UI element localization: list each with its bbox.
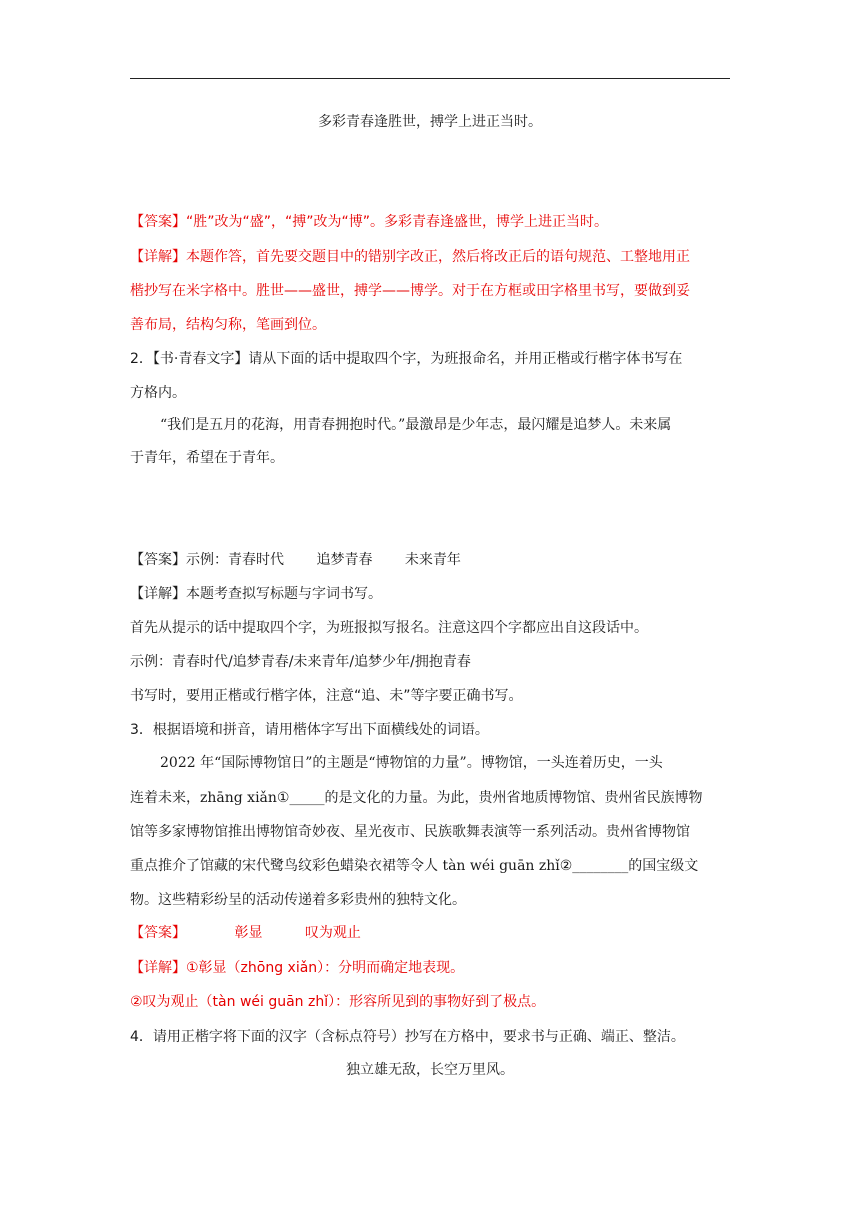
q2-answer xyxy=(130,550,730,570)
q3-passage-line: 物。这些精彩纷呈的活动传递着多彩贵州的独特文化。 xyxy=(130,892,466,908)
q3-passage-line: 2022 年“国际博物馆日”的主题是“博物馆的力量”。博物馆，一头连着历史，一头 xyxy=(160,755,663,771)
q3-answer-label: 【答案】 xyxy=(130,925,186,941)
q2-answer-label: 【答案】示例：青春时代 xyxy=(130,552,284,568)
q3-answer xyxy=(130,923,730,943)
q2-detail-line: 【详解】本题考查拟写标题与字词书写。 xyxy=(130,586,382,602)
q1-detail-line: 善布局，结构匀称，笔画到位。 xyxy=(130,317,326,333)
q2-answer-item: 未来青年 xyxy=(404,552,461,568)
q2-question-line: 方格内。 xyxy=(130,385,186,401)
q2-quote-line: 于青年，希望在于青年。 xyxy=(130,450,284,466)
q3-passage-line: 重点推介了馆藏的宋代鹭鸟纹彩色蜡染衣裙等令人 tàn wéi guān zhǐ②________的国宝级文 xyxy=(130,858,699,874)
q2-detail-line: 书写时，要用正楷或行楷字体，注意“追、未”等字要正确书写。 xyxy=(130,688,523,704)
q3-passage-line: 馆等多家博物馆推出博物馆奇妙夜、星光夜市、民族歌舞表演等一系列活动。贵州省博物馆 xyxy=(130,824,690,840)
q2-question-line: 2．【书·青春文字】请从下面的话中提取四个字，为班报命名，并用正楷或行楷字体书写在 xyxy=(130,351,683,367)
q3-detail-line: ②叹为观止（tàn wéi guān zhǐ）：形容所见到的事物好到了极点。 xyxy=(130,994,546,1010)
q1-detail-line: 【详解】本题作答，首先要交题目中的错别字改正，然后将改正后的语句规范、工整地用正 xyxy=(130,249,690,265)
q1-sentence: 多彩青春逢胜世，搏学上进正当时。 xyxy=(318,114,542,130)
q1-detail-line: 楷抄写在米字格中。胜世——盛世，搏学——博学。对于在方框或田字格里书写，要做到妥 xyxy=(130,283,690,299)
q2-detail-line: 首先从提示的话中提取四个字，为班报拟写报名。注意这四个字都应出自这段话中。 xyxy=(130,620,648,636)
q1-answer: 【答案】“胜”改为“盛”，“搏”改为“博”。多彩青春逢盛世，博学上进正当时。 xyxy=(130,214,609,230)
header-rule xyxy=(130,78,730,79)
q4-sentence: 独立雄无敌，长空万里风。 xyxy=(346,1062,514,1078)
q3-answer-item: 彰显 xyxy=(234,925,263,941)
q2-answer-item: 追梦青春 xyxy=(316,552,373,568)
q3-passage-line: 连着未来，zhāng xiǎn①_____的是文化的力量。为此，贵州省地质博物馆、贵州省民族博物 xyxy=(130,790,703,806)
q3-answer-item: 叹为观止 xyxy=(304,925,361,941)
q2-detail-line: 示例：青春时代/追梦青春/未来青年/追梦少年/拥抱青春 xyxy=(130,654,471,670)
q2-quote-line: “我们是五月的花海，用青春拥抱时代。”最激昂是少年志，最闪耀是追梦人。未来属 xyxy=(160,417,672,433)
q3-detail-line: 【详解】①彰显（zhōng xiǎn）：分明而确定地表现。 xyxy=(130,960,465,976)
q4-question: 4．请用正楷字将下面的汉字（含标点符号）抄写在方格中，要求书与正确、端正、整洁。 xyxy=(130,1029,685,1045)
q3-question: 3．根据语境和拼音，请用楷体字写出下面横线处的词语。 xyxy=(130,722,489,738)
